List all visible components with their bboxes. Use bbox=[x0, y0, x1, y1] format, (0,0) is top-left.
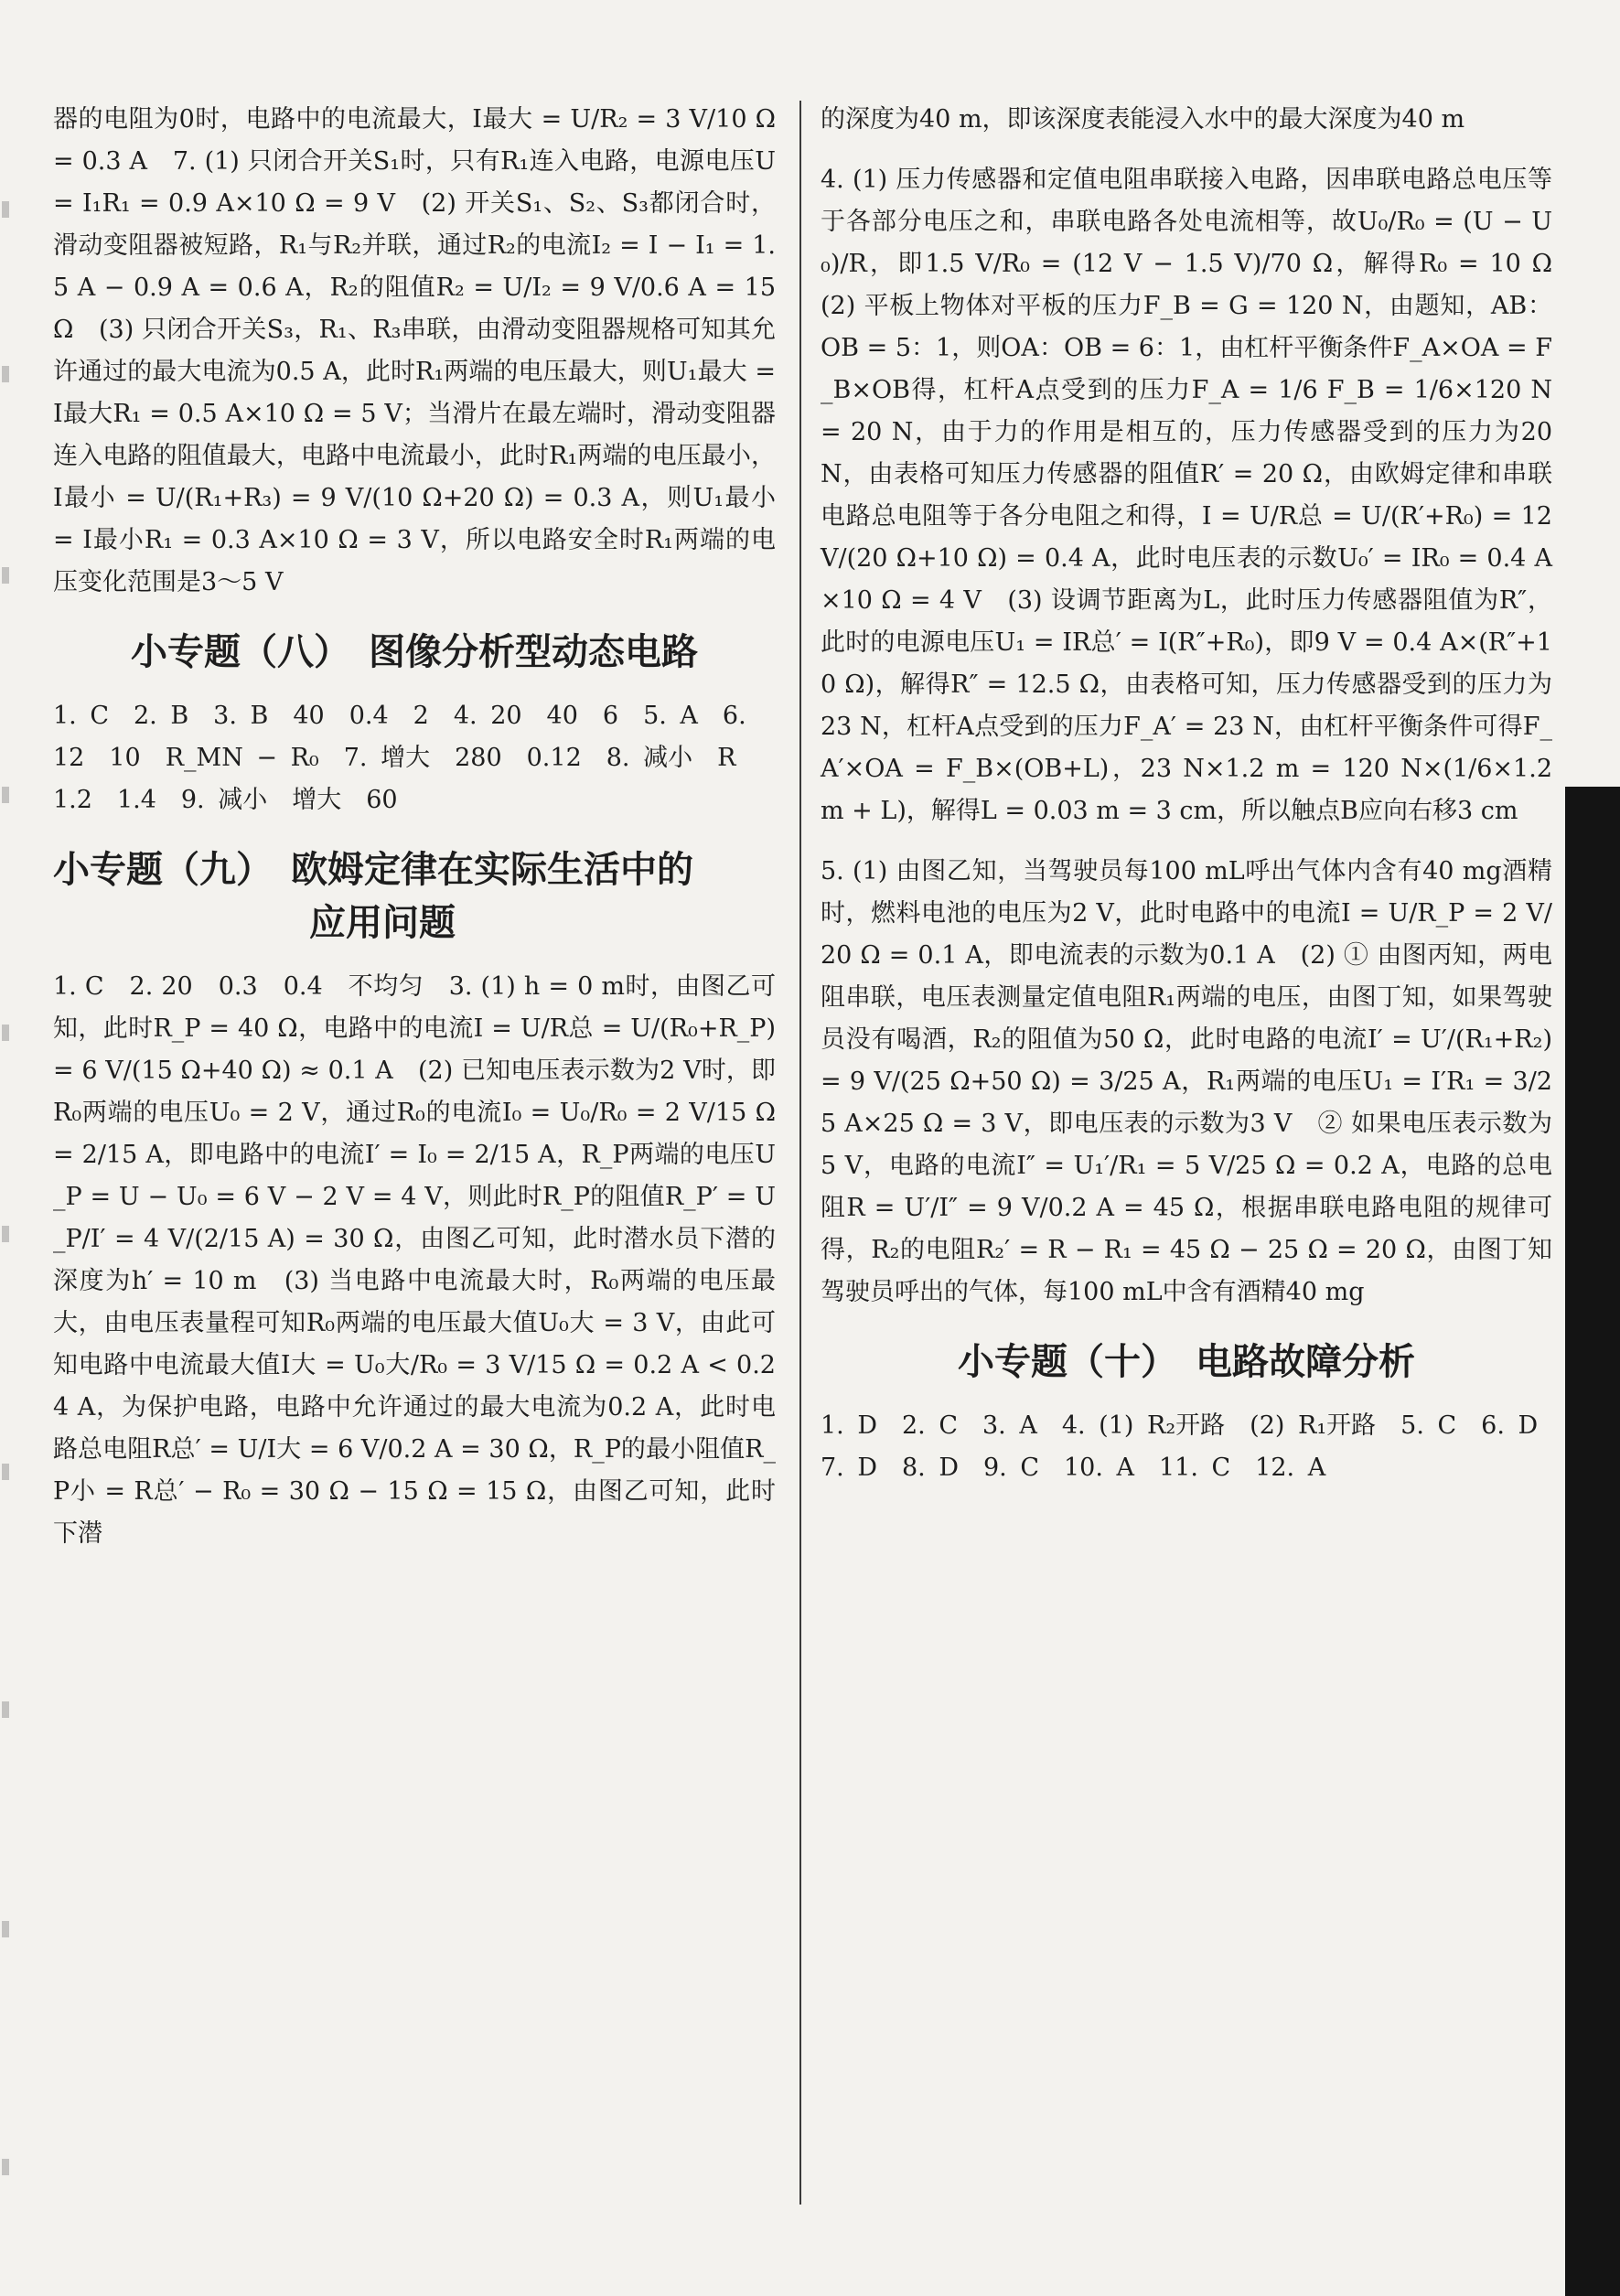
section-heading-10: 小专题（十） 电路故障分析 bbox=[958, 1341, 1415, 1383]
answer-text-block: 5. (1) 由图乙知，当驾驶员每100 mL呼出气体内含有40 mg酒精时，燃料电池的电压为2 V，此时电路中的电流I = U/R_P = 2 V/20 Ω = 0.1 A，即电流表的示数为0.1 A (2) ① 由图丙知，两电阻串联，电压表测量定值电阻R₁两端的电压，由图丁知，如果驾驶员没有喝酒，R₂的阻值为50 Ω，此时电路的电流I′ = U′/(R₁+R₂) = 9 V/(25 Ω+50 Ω) = 3/25 A，R₁两端的电压U₁ = I′R₁ = 3/25 A×25 Ω = 3 V，即电压表的示数为3 V ② 如果电压表示数为5 V，电路的电流I″ = U₁′/R₁ = 5 V/25 Ω = 0.2 A，电路的总电阻R = U′/I″ = 9 V/0.2 A = 45 Ω，根据串联电路电阻的规律可得，R₂的电阻R₂′ = R − R₁ = 45 Ω − 25 Ω = 20 Ω，由图丁知驾驶员呼出的气体，每100 mL中含有酒精40 mg bbox=[821, 857, 1552, 1306]
right-column bbox=[821, 99, 1577, 1506]
answer-text-block: 器的电阻为0时，电路中的电流最大，I最大 = U/R₂ = 3 V/10 Ω = 0.3 A 7. (1) 只闭合开关S₁时，只有R₁连入电路，电源电压U = I₁R₁ = 0.9 A×10 Ω = 9 V (2) 开关S₁、S₂、S₃都闭合时，滑动变阻器被短路，R₁与R₂并联，通过R₂的电流I₂ = I − I₁ = 1.5 A − 0.9 A = 0.6 A，R₂的阻值R₂ = U/I₂ = 9 V/0.6 A = 15 Ω (3) 只闭合开关S₃，R₁、R₃串联，由滑动变阻器规格可知其允许通过的最大电流为0.5 A，此时R₁两端的电压最大，则U₁最大 = I最大R₁ = 0.5 A×10 Ω = 5 V；当滑片在最左端时，滑动变阻器连入电路的阻值最大，电路中电流最小，此时R₁两端的电压最小，I最小 = U/(R₁+R₃) = 9 V/(10 Ω+20 Ω) = 0.3 A，则U₁最小 = I最小R₁ = 0.3 A×10 Ω = 3 V，所以电路安全时R₁两端的电压变化范围是3～5 V bbox=[53, 105, 776, 596]
column-divider bbox=[799, 101, 801, 2205]
left-column bbox=[53, 99, 776, 1573]
section-heading-9: 小专题（九） 欧姆定律在实际生活中的 应用问题 bbox=[53, 849, 693, 944]
section-heading-8: 小专题（八） 图像分析型动态电路 bbox=[131, 631, 698, 673]
answer-text-block: 1. C 2. 20 0.3 0.4 不均匀 3. (1) h = 0 m时，由图乙可知，此时R_P = 40 Ω，电路中的电流I = U/R总 = U/(R₀+R_P) = 6 V/(15 Ω+40 Ω) ≈ 0.1 A (2) 已知电压表示数为2 V时，即R₀两端的电压U₀ = 2 V，通过R₀的电流I₀ = U₀/R₀ = 2 V/15 Ω = 2/15 A，即电路中的电流I′ = I₀ = 2/15 A，R_P两端的电压U_P = U − U₀ = 6 V − 2 V = 4 V，则此时R_P的阻值R_P′ = U_P/I′ = 4 V/(2/15 A) = 30 Ω，由图乙可知，此时潜水员下潜的深度为h′ = 10 m (3) 当电路中电流最大时，R₀两端的电压最大，由电压表量程可知R₀两端的电压最大值U₀大 = 3 V，由此可知电路中电流最大值I大 = U₀大/R₀ = 3 V/15 Ω = 0.2 A < 0.24 A，为保护电路，电路中允许通过的最大电流为0.2 A，此时电路总电阻R总′ = U/I大 = 6 V/0.2 A = 30 Ω，R_P的最小阻值R_P小 = R总′ − R₀ = 30 Ω − 15 Ω = 15 Ω，由图乙可知，此时下潜 bbox=[53, 972, 776, 1548]
answer-text-block: 4. (1) 压力传感器和定值电阻串联接入电路，因串联电路总电压等于各部分电压之和，串联电路各处电流相等，故U₀/R₀ = (U − U₀)/R，即1.5 V/R₀ = (12 V − 1.5 V)/70 Ω，解得R₀ = 10 Ω (2) 平板上物体对平板的压力F_B = G = 120 N，由题知，AB：OB = 5：1，则OA：OB = 6：1，由杠杆平衡条件F_A×OA = F_B×OB得，杠杆A点受到的压力F_A = 1/6 F_B = 1/6×120 N = 20 N，由于力的作用是相互的，压力传感器受到的压力为20 N，由表格可知压力传感器的阻值R′ = 20 Ω，由欧姆定律和串联电路总电阻等于各分电阻之和得，I = U/R总 = U/(R′+R₀) = 12 V/(20 Ω+10 Ω) = 0.4 A，此时电压表的示数U₀′ = IR₀ = 0.4 A×10 Ω = 4 V (3) 设调节距离为L，此时压力传感器阻值为R″，此时的电源电压U₁ = IR总′ = I(R″+R₀)，即9 V = 0.4 A×(R″+10 Ω)，解得R″ = 12.5 Ω，由表格可知，压力传感器受到的压力为23 N，杠杆A点受到的压力F_A′ = 23 N，由杠杆平衡条件可得F_A′×OA = F_B×(OB+L)，23 N×1.2 m = 120 N×(1/6×1.2 m + L)，解得L = 0.03 m = 3 cm，所以触点B应向右移3 cm bbox=[821, 166, 1577, 825]
answer-text-block: 的深度为40 m，即该深度表能浸入水中的最大深度为40 m bbox=[821, 105, 1465, 134]
answer-list-10: 1. D 2. C 3. A 4. (1) R₂开路 (2) R₁开路 5. C 6. D 7. D 8. D 9. C 10. A 11. C 12. A bbox=[821, 1411, 1563, 1482]
binding-edge bbox=[0, 91, 13, 2223]
answer-list-8: 1. C 2. B 3. B 40 0.4 2 4. 20 40 6 5. A 6. 12 10 R_MN − R₀ 7. 增大 280 0.12 8. 减小 R 1.2 1.4 9. 减小 增大 60 bbox=[53, 702, 761, 814]
book-spine-shadow bbox=[1565, 787, 1620, 2296]
